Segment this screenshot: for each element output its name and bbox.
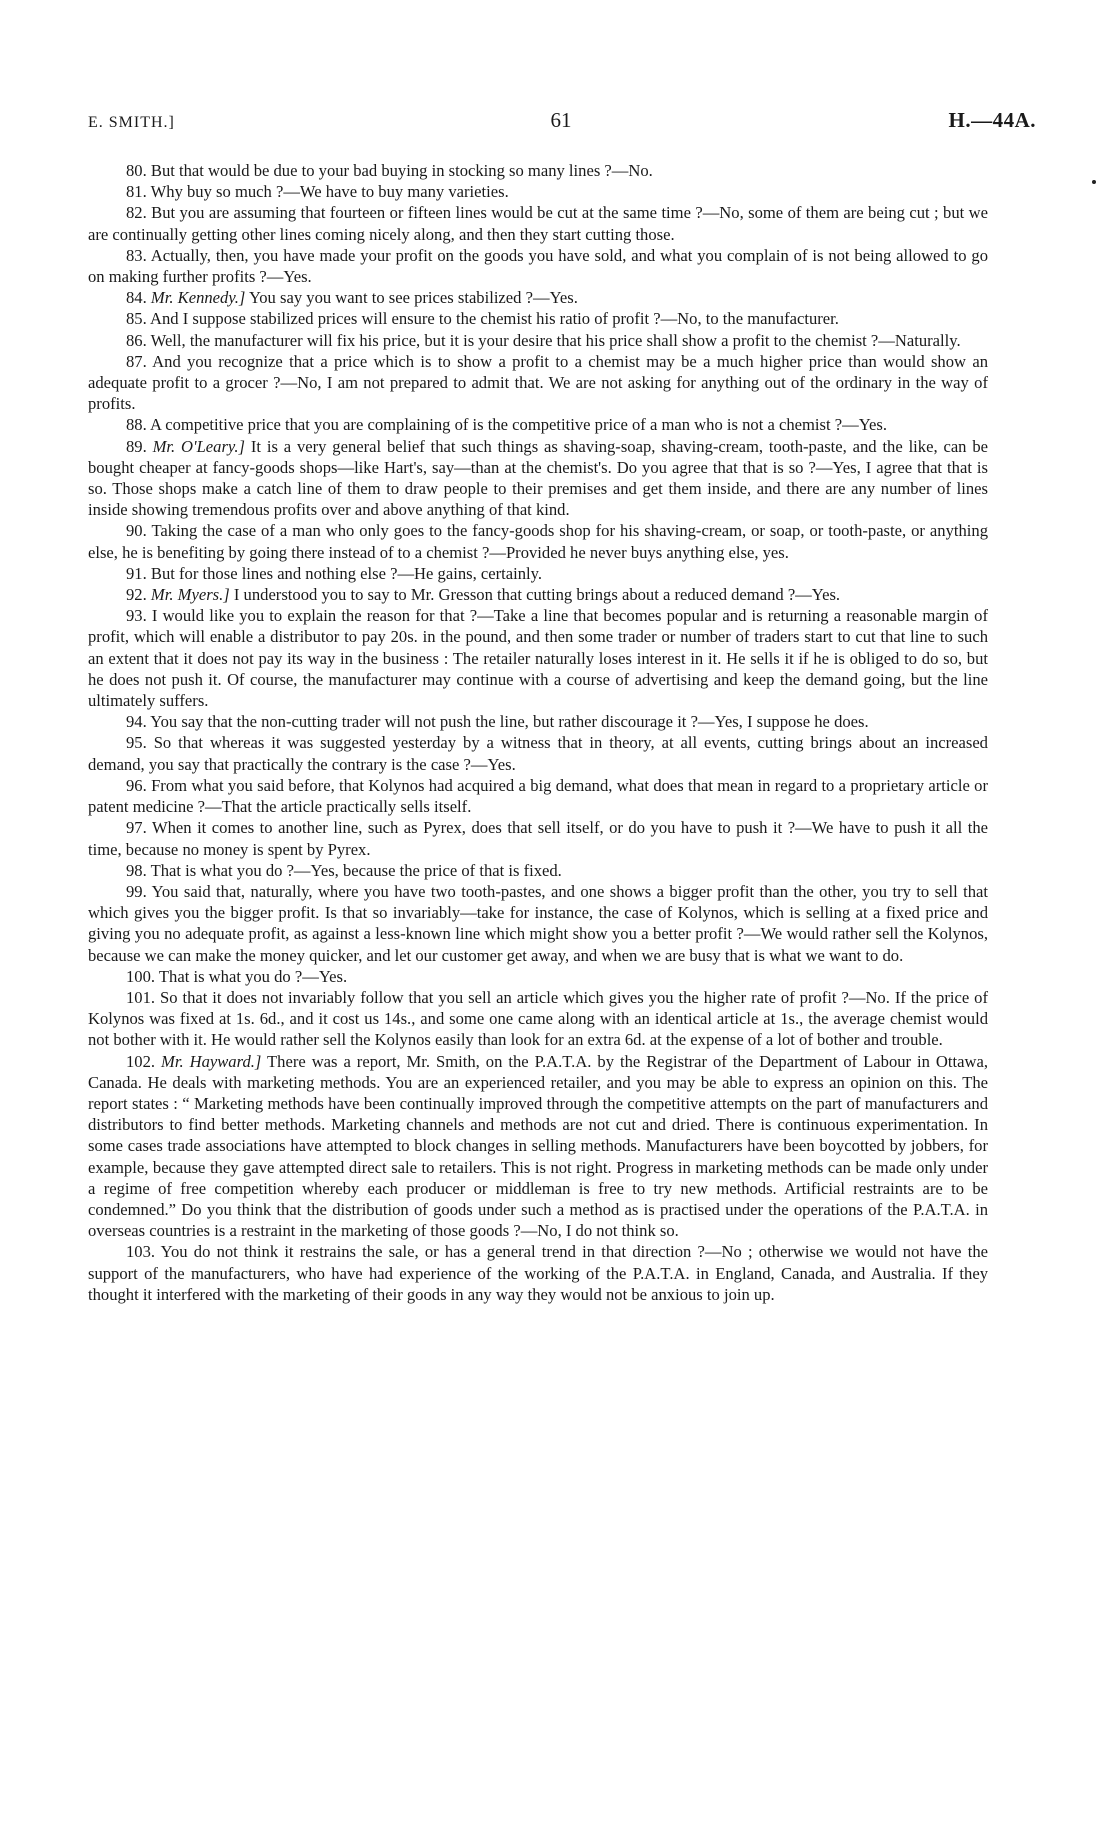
question-paragraph	[88, 1241, 988, 1305]
question-number: 87.	[126, 351, 147, 371]
document-reference: H.—44A.	[948, 108, 1036, 132]
question-paragraph	[88, 351, 988, 415]
question-text: But you are assuming that fourteen or fifteen lines would be cut at the same time ?—No, some of them are being cut ; but we are continually getting other lines coming nicely along, and then they start cutting those.	[88, 203, 988, 244]
question-text: A competitive price that you are complaining of is the competitive price of a man who is not a chemist ?—Yes.	[149, 415, 887, 435]
question-text: From what you said before, that Kolynos had acquired a big demand, what does that mean in regard to a proprietary article or patent medicine ?—That the article practically sells itself.	[88, 775, 988, 817]
question-paragraph	[88, 245, 988, 287]
question-text: So that whereas it was suggested yesterday by a witness that in theory, at all events, cutting brings about an increased demand, you say that practically the contrary is the case ?—Yes.	[88, 733, 988, 774]
question-text: It is a very general belief that such things as shaving-soap, shaving-cream, tooth-paste, and the like, can be bought cheaper at fancy-goods shops—like Hart's, say—than at the chemist's. Do you agree that that is so ?—Yes, I agree that that is so. Those shops make a catch line of them to draw people to their premises and get them inside, and there are any number of lines inside showing tremendous profits over and above anything of that kind.	[88, 436, 988, 520]
question-text: Taking the case of a man who only goes to the fancy-goods shop for his shaving-cream, or soap, or tooth-paste, or anything else, he is benefiting by going there instead of to a chemist ?—Provided he never buys anything else, yes.	[88, 521, 988, 562]
question-number: 100.	[126, 966, 156, 986]
question-number: 95.	[126, 733, 147, 753]
question-number: 85.	[126, 309, 147, 329]
question-number: 81.	[126, 182, 147, 202]
question-number: 86.	[126, 330, 147, 350]
question-paragraph	[88, 330, 988, 351]
question-number: 89.	[126, 436, 147, 456]
question-text: So that it does not invariably follow that you sell an article which gives you the higher rate of profit ?—No. If the price of Kolynos was fixed at 1s. 6d., and it cost us 14s., and some one came along with an identical article at 1s., the average chemist would not bother with it. He would rather sell the Kolynos easily than look for an extra 6d. at the expense of a lot of bother and trouble.	[88, 987, 988, 1050]
question-text: You say that the non-cutting trader will not push the line, but rather discourage it ?—Yes, I suppose he does.	[150, 712, 869, 732]
question-paragraph	[88, 711, 988, 732]
question-number: 93.	[126, 606, 147, 626]
question-paragraph	[88, 520, 988, 562]
question-number: 101.	[126, 987, 156, 1007]
witness-name: E. SMITH.]	[88, 114, 175, 131]
question-number: 90.	[126, 521, 147, 541]
question-text: There was a report, Mr. Smith, on the P.A.T.A. by the Registrar of the Department of Labour in Ottawa, Canada. He deals with marketing methods. You are an experienced retailer, and you may be able to express an opinion on this. The report states : “ Marketing methods have been continually improved through the competitive attempts on the part of manufacturers and distributors to find better methods. Marketing channels and methods are not cut and dried. There is continuous experimentation. In some cases trade associations have attempted to block changes in selling methods. Manufacturers have been boycotted by jobbers, for example, because they gave attempted direct sale to retailers. This is not right. Progress in marketing methods can be made only under a regime of free competition whereby each producer or middleman is free to try new methods. Artificial restraints are to be condemned.” Do you think that the distribution of goods under such a method as is practised under the operations of the P.A.T.A. in overseas countries is a restraint in the marketing of those goods ?—No, I do not think so.	[88, 1051, 988, 1241]
question-number: 80.	[126, 161, 147, 180]
question-text: But for those lines and nothing else ?—He gains, certainly.	[150, 563, 542, 583]
question-paragraph	[88, 605, 988, 711]
question-paragraph	[88, 160, 988, 181]
question-number: 96.	[126, 775, 147, 795]
question-paragraph	[88, 987, 988, 1051]
question-paragraph	[88, 202, 988, 244]
question-number: 97.	[126, 818, 147, 838]
question-paragraph	[88, 414, 988, 435]
question-text: Why buy so much ?—We have to buy many varieties.	[150, 182, 509, 202]
page-number: 61	[550, 108, 572, 132]
speaker-name: Mr. O'Leary.]	[152, 436, 245, 456]
question-number: 91.	[126, 563, 147, 583]
speaker-name: Mr. Hayward.]	[161, 1051, 262, 1071]
question-text: Actually, then, you have made your profit on the goods you have sold, and what you complain of is not being allowed to go on making further profits ?—Yes.	[88, 245, 989, 287]
question-number: 82.	[126, 203, 147, 223]
question-paragraph	[88, 881, 988, 966]
question-text: I understood you to say to Mr. Gresson that cutting brings about a reduced demand ?—Yes.	[233, 585, 841, 605]
question-paragraph	[88, 817, 988, 859]
margin-mark	[1092, 180, 1096, 184]
page-header	[88, 108, 1036, 138]
question-paragraph	[88, 860, 988, 881]
question-number: 98.	[126, 860, 147, 880]
question-number: 88.	[126, 415, 147, 435]
question-text: You do not think it restrains the sale, or has a general trend in that direction ?—No ; otherwise we would not have the support of the manufacturers, who have had experience of the working of the P.A.T.A. in England, Canada, and Australia. If they thought it interfered with the marketing of their goods in any way they would not be anxious to join up.	[88, 1242, 988, 1304]
question-paragraph	[88, 584, 988, 605]
question-number: 92.	[126, 585, 147, 605]
question-text: Well, the manufacturer will fix his price, but it is your desire that his price shall show a profit to the chemist ?—Naturally.	[150, 330, 961, 350]
question-number: 94.	[126, 712, 147, 732]
question-number: 83.	[126, 245, 147, 265]
question-text: You said that, naturally, where you have two tooth-pastes, and one shows a bigger profit than the other, you try to sell that which gives you the bigger profit. Is that so invariably—take for instance, the case of Kolynos, which is selling at a fixed price and giving you no adequate profit, as against a less-known line which might show you a better profit ?—We would rather sell the Kolynos, because we can make the money quicker, and let our customer get away, and when we are busy that is what we want to do.	[88, 881, 988, 965]
question-text: And I suppose stabilized prices will ensure to the chemist his ratio of profit ?—No, to the manufacturer.	[149, 309, 839, 329]
testimony-body	[88, 160, 988, 1305]
question-text: I would like you to explain the reason for that ?—Take a line that becomes popular and is returning a reasonable margin of profit, which will enable a distributor to pay 20s. in the pound, and then some trader or number of traders start to cut that line to such an extent that it does not pay its way in the business : The retailer naturally loses interest in it. He sells it if he is obliged to do so, but he does not push it. Of course, the manufacturer may continue with a course of advertising and keep the demand going, but the line ultimately suffers.	[88, 606, 988, 711]
question-text: But that would be due to your bad buying in stocking so many lines ?—No.	[150, 161, 653, 180]
question-number: 103.	[126, 1242, 156, 1262]
question-paragraph	[88, 966, 988, 987]
question-text: You say you want to see prices stabilized ?—Yes.	[248, 288, 578, 308]
question-paragraph	[88, 436, 988, 521]
question-number: 84.	[126, 288, 147, 308]
question-paragraph	[88, 1051, 988, 1242]
question-paragraph	[88, 775, 988, 817]
question-number: 99.	[126, 881, 147, 901]
question-paragraph	[88, 181, 988, 202]
question-paragraph	[88, 287, 988, 308]
question-number: 102.	[126, 1051, 156, 1071]
speaker-name: Mr. Myers.]	[150, 585, 230, 605]
question-paragraph	[88, 563, 988, 584]
question-text: That is what you do ?—Yes.	[158, 966, 348, 986]
question-paragraph	[88, 308, 988, 329]
question-paragraph	[88, 732, 988, 774]
question-text: When it comes to another line, such as Pyrex, does that sell itself, or do you have to push it ?—We have to push it all the time, because no money is spent by Pyrex.	[88, 818, 988, 859]
speaker-name: Mr. Kennedy.]	[150, 288, 246, 308]
question-text: That is what you do ?—Yes, because the price of that is fixed.	[150, 860, 562, 880]
question-text: And you recognize that a price which is to show a profit to a chemist may be a much higher price than would show an adequate profit to a grocer ?—No, I am not prepared to admit that. We are not asking for anything out of the ordinary in the way of profits.	[88, 351, 989, 414]
